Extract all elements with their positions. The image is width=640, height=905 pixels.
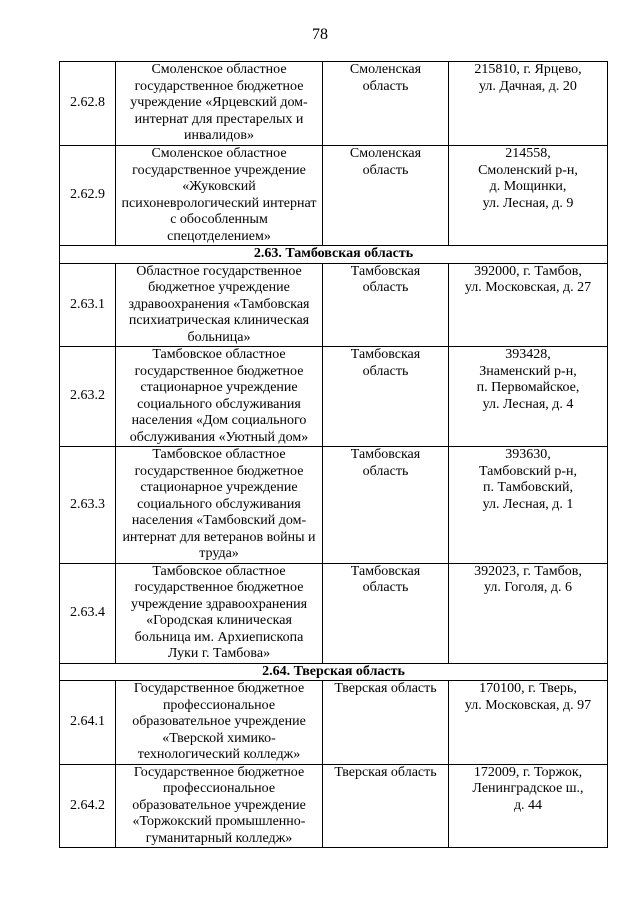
section-title: 2.64. Тверская область [60, 663, 608, 681]
address-cell [449, 347, 608, 447]
address-cell [449, 447, 608, 564]
region-cell [323, 263, 449, 347]
address: 392000, г. Тамбов, ул. Московская, д. 27 [464, 263, 592, 295]
region-cell [323, 62, 449, 146]
region: Смоленская область [349, 62, 422, 94]
region: Тверская область [334, 764, 437, 780]
address: 393428, Знаменский р-н, п. Первомайское, ул. Лесная, д. 4 [476, 347, 580, 412]
institution-name: Государственное бюджетное профессиональное образовательное учреждение «Тверской химико- технологический колледж» [132, 681, 306, 762]
region: Тамбовская область [350, 347, 421, 379]
institution-name: Смоленское областное государственное бюджетное учреждение «Ярцевский дом- интернат для престарелых и инвалидов» [130, 62, 308, 143]
address: 392023, г. Тамбов, ул. Гоголя, д. 6 [474, 563, 582, 595]
region: Тверская область [334, 681, 437, 696]
entry-number-cell: 2.64.1 [60, 681, 116, 765]
region: Тамбовская область [350, 563, 421, 595]
region-cell [323, 146, 449, 246]
table-row [60, 563, 608, 663]
institution-name-cell [116, 146, 323, 246]
institution-name: Государственное бюджетное профессиональное образовательное учреждение «Торжокский промышленно- гуманитарный колледж» [132, 764, 306, 846]
table-row [60, 62, 608, 146]
page-number: 78 [312, 26, 328, 43]
address: 215810, г. Ярцево, ул. Дачная, д. 20 [474, 62, 582, 94]
region: Смоленская область [349, 146, 422, 178]
address-cell [449, 764, 608, 848]
entry-number-cell: 2.63.4 [60, 563, 116, 663]
institution-name-cell [116, 764, 323, 848]
table-row [60, 447, 608, 564]
institution-name-cell [116, 447, 323, 564]
institution-name: Тамбовское областное государственное бюджетное стационарное учреждение социального обслуживания населения «Дом социального обслуживания «Уютный дом» [129, 347, 309, 445]
address-cell [449, 681, 608, 765]
region-cell [323, 563, 449, 663]
table-row [60, 681, 608, 765]
table-row [60, 263, 608, 347]
region: Тамбовская область [350, 263, 421, 295]
institution-name-cell [116, 62, 323, 146]
institution-name: Тамбовское областное государственное бюджетное стационарное учреждение социального обслуживания населения «Тамбовский дом- интернат для ветеранов войны и труда» [122, 447, 316, 561]
institutions-table [59, 61, 608, 848]
table-row [60, 347, 608, 447]
table-row [60, 146, 608, 246]
address-cell [449, 563, 608, 663]
address-cell [449, 263, 608, 347]
section-header-row [60, 663, 608, 681]
institution-name: Смоленское областное государственное учреждение «Жуковский психоневрологический интернат с обособленным спецотделением» [121, 146, 317, 244]
entry-number-cell: 2.63.3 [60, 447, 116, 564]
address: 170100, г. Тверь, ул. Московская, д. 97 [464, 681, 592, 713]
entry-number-cell: 2.64.2 [60, 764, 116, 848]
entry-number-cell: 2.63.1 [60, 263, 116, 347]
institution-name-cell [116, 347, 323, 447]
entry-number-cell: 2.62.8 [60, 62, 116, 146]
region-cell [323, 764, 449, 848]
entry-number-cell: 2.62.9 [60, 146, 116, 246]
institution-name-cell [116, 681, 323, 765]
institution-name: Тамбовское областное государственное бюджетное учреждение здравоохранения «Городская клиническая больница им. Архиепископа Луки г. Тамбова» [130, 563, 308, 661]
address-cell [449, 62, 608, 146]
region: Тамбовская область [350, 447, 421, 479]
region-cell [323, 681, 449, 765]
section-title: 2.63. Тамбовская область [60, 246, 608, 264]
region-cell [323, 447, 449, 564]
institution-name: Областное государственное бюджетное учреждение здравоохранения «Тамбовская психиатрическая клиническая больница» [128, 263, 310, 345]
address: 172009, г. Торжок, Ленинградское ш., д. 44 [472, 764, 584, 813]
region-cell [323, 347, 449, 447]
entry-number-cell: 2.63.2 [60, 347, 116, 447]
institution-name-cell [116, 263, 323, 347]
table-body [60, 62, 608, 848]
address: 214558, Смоленский р-н, д. Мощинки, ул. Лесная, д. 9 [478, 146, 578, 211]
institution-name-cell [116, 563, 323, 663]
table-row [60, 764, 608, 848]
address-cell [449, 146, 608, 246]
address: 393630, Тамбовский р-н, п. Тамбовский, ул. Лесная, д. 1 [478, 447, 578, 512]
section-header-row [60, 246, 608, 264]
